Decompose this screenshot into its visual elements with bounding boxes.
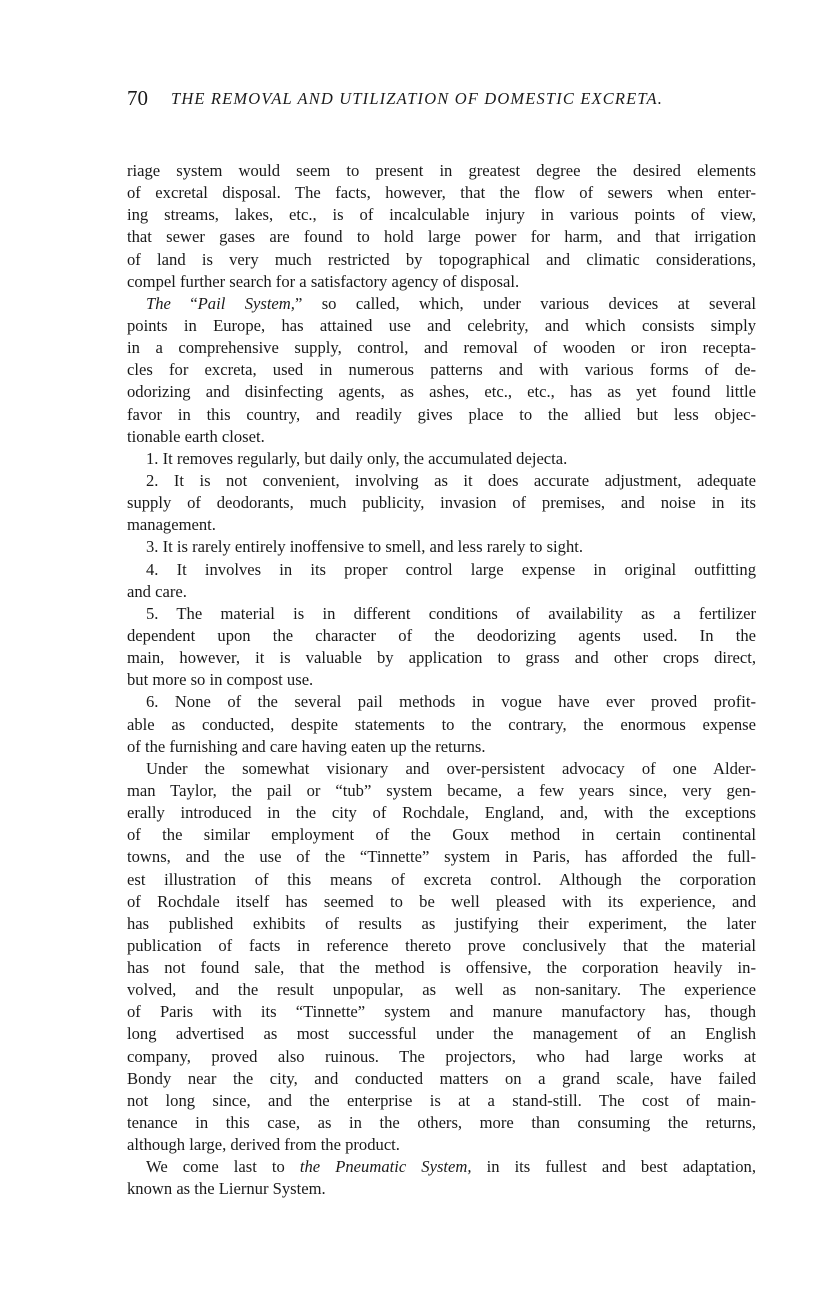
text-line: favor in this country, and readily gives place to the allied but less objec- <box>127 404 756 424</box>
running-title: THE REMOVAL AND UTILIZATION OF DOMESTIC EXCRETA. <box>171 89 663 108</box>
text-segment: in its fullest and best adaptation, <box>471 1157 756 1177</box>
text-line: has published exhibits of results as justifying their experiment, the later <box>127 913 756 933</box>
text-line: able as conducted, despite statements to the contrary, the enormous expense <box>127 714 756 734</box>
text-line: Under the somewhat visionary and over-persistent advocacy of one Alder- <box>146 758 756 778</box>
italic-text: Pail System, <box>197 293 295 313</box>
text-line: known as the Liernur System. <box>127 1179 326 1199</box>
paragraph <box>127 293 756 448</box>
text-line: est illustration of this means of excreta control. Although the corporation <box>127 869 756 889</box>
text-line: but more so in compost use. <box>127 670 314 690</box>
text-line: of the similar employment of the Goux method in certain continental <box>127 825 756 845</box>
text-line: management. <box>127 515 216 535</box>
text-line: of Rochdale itself has seemed to be well pleased with its experience, and <box>127 891 756 911</box>
running-header <box>127 86 757 112</box>
text-line: not long since, and the enterprise is at a stand-still. The cost of main- <box>127 1090 756 1110</box>
text-line: tenance in this case, as in the others, more than consuming the returns, <box>127 1113 756 1133</box>
text-line: man Taylor, the pail or “tub” system became, a few years since, very gen- <box>127 780 756 800</box>
text-line: 4. It involves in its proper control large expense in original outfitting <box>146 559 756 579</box>
paragraph <box>127 160 756 293</box>
text-line <box>127 293 756 315</box>
paragraph <box>127 603 756 692</box>
text-line: publication of facts in reference thereto prove conclusively that the material <box>127 935 756 955</box>
text-line: compel further search for a satisfactory agency of disposal. <box>127 271 520 291</box>
text-line: tionable earth closet. <box>127 426 265 446</box>
text-line: ing streams, lakes, etc., is of incalculable injury in various points of view, <box>127 205 756 225</box>
text-line: company, proved also ruinous. The projectors, who had large works at <box>127 1046 756 1066</box>
text-segment: “ <box>170 293 198 313</box>
text-line: 2. It is not convenient, involving as it does accurate adjustment, adequate <box>146 470 756 490</box>
italic-text: the Pneumatic System, <box>299 1157 472 1177</box>
text-line: Bondy near the city, and conducted matters on a grand scale, have failed <box>127 1068 756 1088</box>
paragraph <box>127 691 756 757</box>
text-segment: We come last to <box>146 1157 300 1177</box>
body-text <box>127 160 756 1201</box>
text-line: has not found sale, that the method is offensive, the corporation heavily in- <box>127 958 756 978</box>
text-segment: ” so called, which, under various devices at several <box>294 293 757 313</box>
text-line: and care. <box>127 581 187 601</box>
text-line: 1. It removes regularly, but daily only, the accumulated dejecta. <box>146 448 568 468</box>
text-line: dependent upon the character of the deodorizing agents used. In the <box>127 625 756 645</box>
page-number: 70 <box>127 86 148 110</box>
text-line: points in Europe, has attained use and celebrity, and which consists simply <box>127 315 756 335</box>
paragraph <box>127 536 756 558</box>
text-line: that sewer gases are found to hold large power for harm, and that irrigation <box>127 227 756 247</box>
text-line: 6. None of the several pail methods in vogue have ever proved profit- <box>146 692 756 712</box>
text-line: long advertised as most successful under the management of an English <box>127 1024 756 1044</box>
text-line: main, however, it is valuable by application to grass and other crops direct, <box>127 648 756 668</box>
text-line: of land is very much restricted by topographical and climatic considerations, <box>127 249 756 269</box>
text-line: riage system would seem to present in greatest degree the desired elements <box>127 161 756 180</box>
paragraph <box>127 559 756 603</box>
text-line: towns, and the use of the “Tinnette” system in Paris, has afforded the full- <box>127 847 756 867</box>
text-line: supply of deodorants, much publicity, invasion of premises, and noise in its <box>127 493 756 513</box>
text-line: 3. It is rarely entirely inoffensive to smell, and less rarely to sight. <box>146 537 584 557</box>
text-line: of excretal disposal. The facts, however, that the flow of sewers when enter- <box>127 183 756 203</box>
text-line: volved, and the result unpopular, as well as non-sanitary. The experience <box>127 980 756 1000</box>
text-line: in a comprehensive supply, control, and removal of wooden or iron recepta- <box>127 338 756 358</box>
paragraph <box>127 470 756 536</box>
paragraph <box>127 448 756 470</box>
text-line: cles for excreta, used in numerous patterns and with various forms of de- <box>127 360 756 380</box>
text-line: erally introduced in the city of Rochdale, England, and, with the exceptions <box>127 803 756 823</box>
paragraph <box>127 1156 756 1200</box>
text-line: 5. The material is in different conditions of availability as a fertilizer <box>146 603 756 623</box>
text-line: of Paris with its “Tinnette” system and manure manufactory has, though <box>127 1002 756 1022</box>
text-line <box>127 1156 756 1178</box>
text-line: odorizing and disinfecting agents, as ashes, etc., etc., has as yet found little <box>127 382 756 402</box>
text-line: of the furnishing and care having eaten up the returns. <box>127 736 486 756</box>
text-line: although large, derived from the product. <box>127 1135 400 1155</box>
italic-text: The <box>146 293 171 313</box>
paragraph <box>127 758 756 1157</box>
